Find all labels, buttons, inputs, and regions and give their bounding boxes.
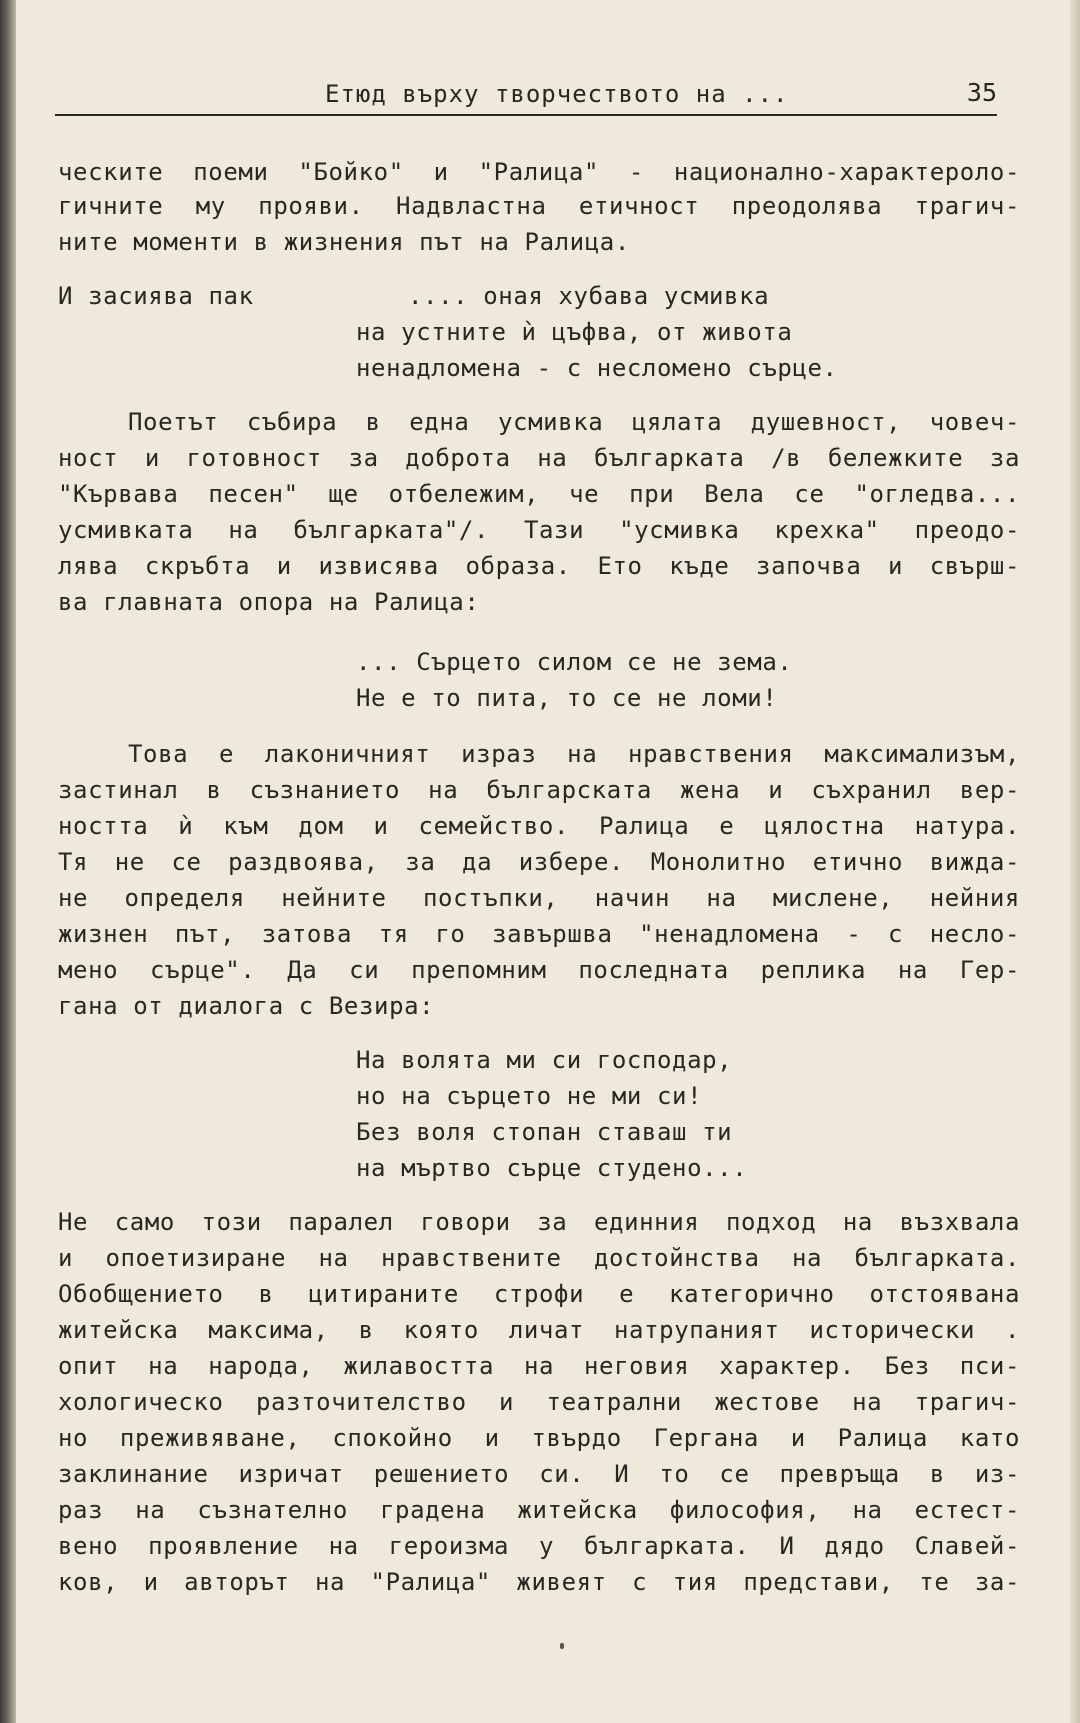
- paragraph-line: "Кървава песен" ще отбележим, че при Вела се "огледва...: [58, 480, 1020, 508]
- paragraph-line: и опоетизиране на нравствените достойнства на българката.: [58, 1244, 1020, 1272]
- paragraph-line: ков, и авторът на "Ралица" живеят с тия представи, те за-: [58, 1568, 1020, 1596]
- quote-line: на мъртво сърце студено...: [356, 1154, 748, 1182]
- quote-line: Не е то пита, то се не ломи!: [356, 684, 778, 712]
- paragraph-line: усмивката на българката"/. Тази "усмивка крехка" преодо-: [58, 516, 1020, 544]
- running-title: Етюд върху творчеството на ...: [325, 80, 789, 108]
- quote-line: Без воля стопан ставаш ти: [356, 1118, 733, 1146]
- paragraph-line: мено сърце". Да си препомним последната реплика на Гер-: [58, 956, 1020, 984]
- quote-line: На волята ми си господар,: [356, 1046, 733, 1074]
- quote-line: ... Сърцето силом се не зема.: [356, 648, 793, 676]
- paragraph-line: ва главната опора на Ралица:: [58, 588, 480, 616]
- paragraph-line: не определя нейните постъпки, начин на мислене, нейния: [58, 884, 1020, 912]
- running-header: [55, 80, 997, 116]
- paragraph-line: хологическо разточителство и театрални жестове на трагич-: [58, 1388, 1020, 1416]
- quote-line: .... оная хубава усмивка: [408, 282, 770, 310]
- quote-line: ненадломена - с несломено сърце.: [356, 354, 838, 382]
- paragraph-line: заклинание изричат решението си. И то се превръща в из-: [58, 1460, 1020, 1488]
- paragraph-line: Поетът събира в една усмивка цялата душевност, човеч-: [128, 408, 1020, 436]
- quote-line: на устните ѝ цъфва, от живота: [356, 318, 793, 346]
- paragraph-line: Тя не се раздвоява, за да избере. Монолитно етично вижда-: [58, 848, 1020, 876]
- paragraph-line: ческите поеми "Бойко" и "Ралица" - национално-характероло-: [58, 158, 1020, 186]
- paragraph-line: Това е лаконичният израз на нравствения максимализъм,: [128, 740, 1020, 768]
- scan-speck: [560, 1643, 564, 1649]
- paragraph-line: житейска максима, в която личат натрупаният исторически .: [58, 1316, 1020, 1344]
- paragraph-line: застинал в съзнанието на българската жена и съхранил вер-: [58, 776, 1020, 804]
- paragraph-line: лява скръбта и извисява образа. Ето къде започва и свърш-: [58, 552, 1020, 580]
- paragraph-line: вено проявление на героизма у българката. И дядо Славей-: [58, 1532, 1020, 1560]
- page-number: 35: [966, 78, 997, 107]
- paragraph-line: ността ѝ към дом и семейство. Ралица е цялостна натура.: [58, 812, 1020, 840]
- quote-intro: И засиява пак: [58, 282, 254, 310]
- paragraph-line: гичните му прояви. Надвластна етичност преодолява трагич-: [58, 192, 1020, 220]
- paragraph-line: Не само този паралел говори за единния подход на възхвала: [58, 1208, 1020, 1236]
- paragraph-line: ните моменти в жизнения път на Ралица.: [58, 228, 630, 256]
- paragraph-line: опит на народа, жилавостта на неговия характер. Без пси-: [58, 1352, 1020, 1380]
- paragraph-line: но преживяване, спокойно и твърдо Гергана и Ралица като: [58, 1424, 1020, 1452]
- quote-line: но на сърцето не ми си!: [356, 1082, 703, 1110]
- paragraph-line: гана от диалога с Везира:: [58, 992, 435, 1020]
- paragraph-line: раз на съзнателно градена житейска философия, на естест-: [58, 1496, 1020, 1524]
- paragraph-line: ност и готовност за доброта на българката /в бележките за: [58, 444, 1020, 472]
- paragraph-line: Обобщението в цитираните строфи е категорично отстоявана: [58, 1280, 1020, 1308]
- paragraph-line: жизнен път, затова тя го завършва "ненадломена - с несло-: [58, 920, 1020, 948]
